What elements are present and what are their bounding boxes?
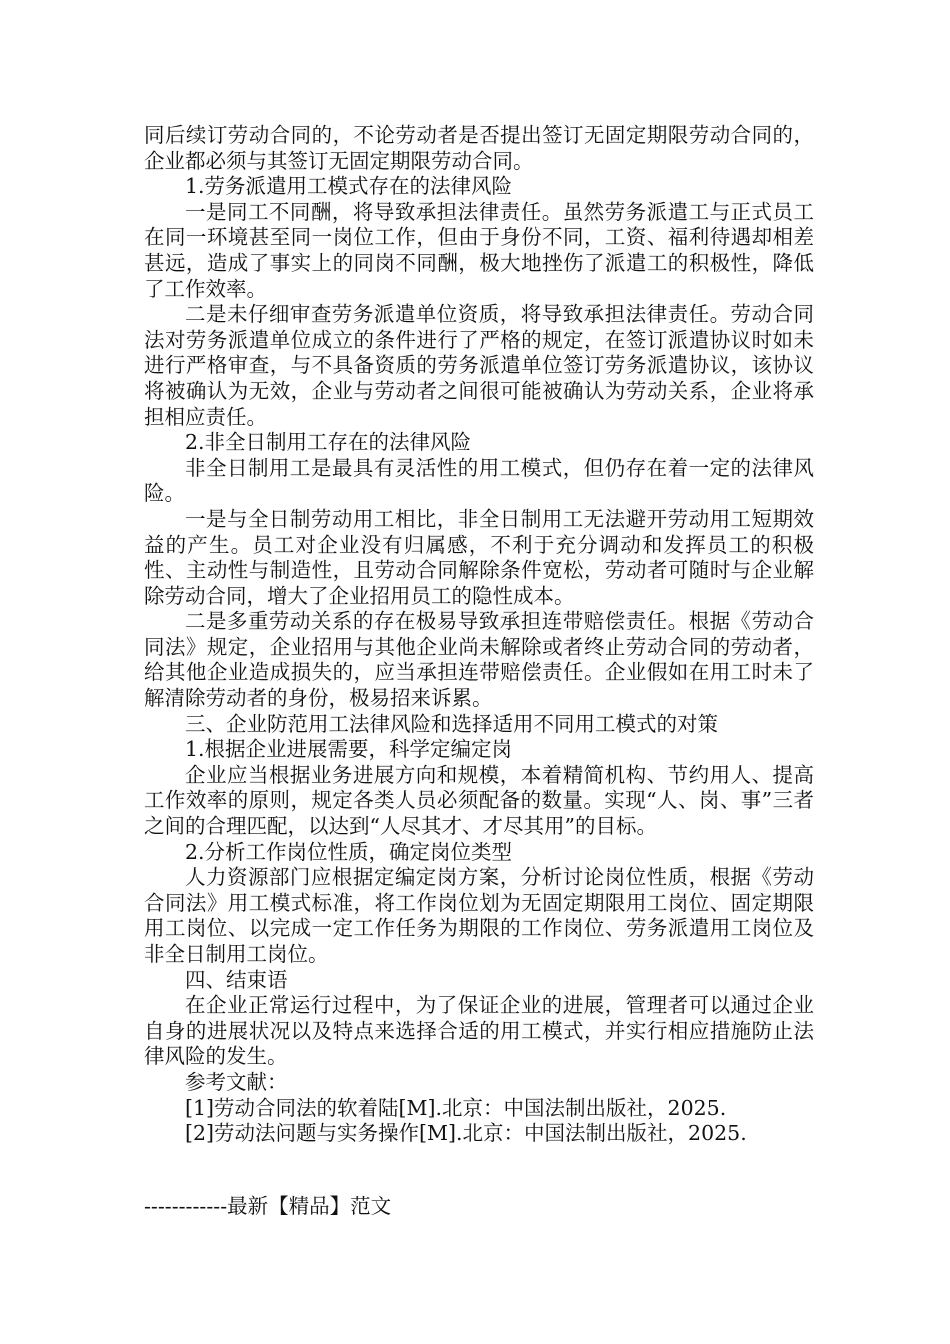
references-heading: 参考文献： [185,1069,288,1094]
subheading-position-analysis: 2.分析工作岗位性质，确定岗位类型 [185,839,513,864]
section-heading-countermeasures: 三、企业防范用工法律风险和选择适用不同用工模式的对策 [185,711,718,736]
paragraph-multiple-relations: 二是多重劳动关系的存在极易导致承担连带赔偿责任。根据《劳动合同法》规定，企业招用与其他企业尚未解除或者终止劳动合同的劳动者，给其他企业造成损失的，应当承担连带赔偿责任。企业假如在用工时未了解清除劳动者的身份，极易招来诉累。 [144,609,814,711]
paragraph-part-time-cost: 一是与全日制劳动用工相比，非全日制用工无法避开劳动用工短期效益的产生。员工对企业没有归属感，不利于充分调动和发挥员工的积极性、主动性与制造性，且劳动合同解除条件宽松，劳动者可随时与企业解除劳动合同，增大了企业招用员工的隐性成本。 [144,506,814,608]
section-heading-conclusion: 四、结束语 [185,967,288,992]
paragraph-continuation: 同后续订劳动合同的，不论劳动者是否提出签订无固定期限劳动合同的，企业都必须与其签订无固定期限劳动合同。 [144,123,814,173]
paragraph-unequal-pay: 一是同工不同酬，将导致承担法律责任。虽然劳务派遣工与正式员工在同一环境甚至同一岗位工作，但由于身份不同，工资、福利待遇却相差甚远，造成了事实上的同岗不同酬，极大地挫伤了派遣工的积极性，降低了工作效率。 [144,199,814,301]
reference-item-1: [1]劳动合同法的软着陆[M].北京：中国法制出版社，2025. [185,1095,727,1120]
subheading-labor-dispatch-risk: 1.劳务派遣用工模式存在的法律风险 [185,174,513,199]
paragraph-part-time-intro: 非全日制用工是最具有灵活性的用工模式，但仍存在着一定的法律风险。 [144,455,814,506]
subheading-part-time-risk: 2.非全日制用工存在的法律风险 [185,430,472,455]
reference-item-2: [2]劳动法问题与实务操作[M].北京：中国法制出版社，2025. [185,1121,747,1146]
paragraph-position-analysis: 人力资源部门应根据定编定岗方案，分析讨论岗位性质，根据《劳动合同法》用工模式标准，将工作岗位划为无固定期限用工岗位、固定期限用工岗位、以完成一定工作任务为期限的工作岗位、劳务派遣用工岗位及非全日制用工岗位。 [144,865,814,966]
document-body [144,123,814,1147]
subheading-staffing: 1.根据企业进展需要，科学定编定岗 [185,737,513,762]
page-footer: ------------最新【精品】范文 [144,1194,392,1218]
paragraph-staffing: 企业应当根据业务进展方向和规模，本着精简机构、节约用人、提高工作效率的原则，规定各类人员必须配备的数量。实现“人、岗、事”三者之间的合理匹配，以达到“人尽其才、才尽其用”的目标。 [144,762,814,839]
paragraph-conclusion: 在企业正常运行过程中，为了保证企业的进展，管理者可以通过企业自身的进展状况以及特点来选择合适的用工模式，并实行相应措施防止法律风险的发生。 [144,993,814,1069]
paragraph-dispatch-qualification: 二是未仔细审查劳务派遣单位资质，将导致承担法律责任。劳动合同法对劳务派遣单位成立的条件进行了严格的规定，在签订派遣协议时如未进行严格审查，与不具备资质的劳务派遣单位签订劳务派遣协议，该协议将被确认为无效，企业与劳动者之间很可能被确认为劳动关系，企业将承担相应责任。 [144,302,814,429]
